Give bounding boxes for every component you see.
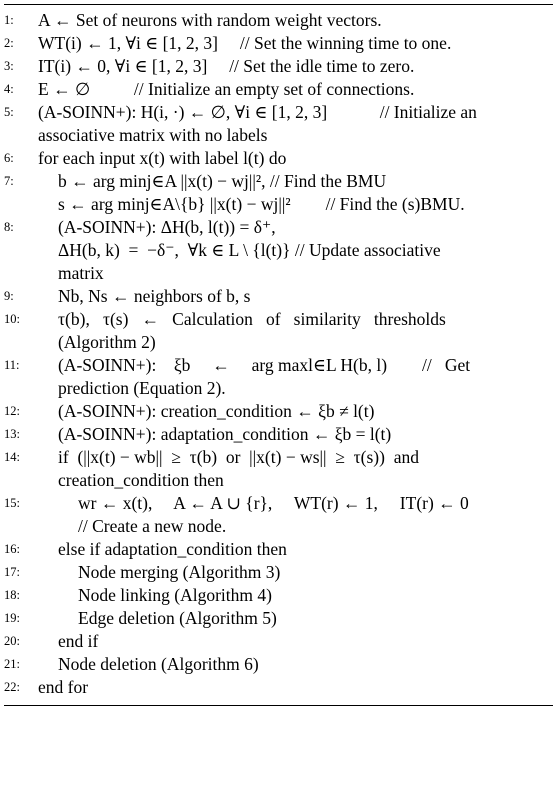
line-text: Nb, Ns ← neighbors of b, s xyxy=(58,286,251,306)
algo-line-8-cont xyxy=(4,239,553,262)
line-number: 12: xyxy=(4,404,20,418)
line-text: wr ← x(t), A ← A ∪ {r}, WT(r) ← 1, IT(r) ← 0 xyxy=(78,493,469,513)
line-number: 17: xyxy=(4,565,20,579)
algo-line-14-cont xyxy=(4,469,553,492)
line-text: associative matrix with no labels xyxy=(38,125,268,145)
algo-line-15-cont xyxy=(4,515,553,538)
algo-line-10-cont xyxy=(4,331,553,354)
algo-line-18 xyxy=(4,584,553,607)
algo-line-8-cont2 xyxy=(4,262,553,285)
line-text: end if xyxy=(58,631,99,651)
algo-line-22 xyxy=(4,676,553,699)
line-number: 7: xyxy=(4,174,14,188)
algo-line-17 xyxy=(4,561,553,584)
line-number: 13: xyxy=(4,427,20,441)
line-text: // Create a new node. xyxy=(78,516,227,536)
line-number: 4: xyxy=(4,82,14,96)
line-text: if (||x(t) − wb|| ≥ τ(b) or ||x(t) − ws|| ≥ τ(s)) and xyxy=(58,447,419,467)
algo-line-14 xyxy=(4,446,553,469)
line-text: for each input x(t) with label l(t) do xyxy=(38,148,287,168)
line-text: prediction (Equation 2). xyxy=(58,378,226,398)
line-text: (A-SOINN+): ΔH(b, l(t)) = δ⁺, xyxy=(58,217,276,237)
line-text: else if adaptation_condition then xyxy=(58,539,287,559)
line-number: 16: xyxy=(4,542,20,556)
line-number: 21: xyxy=(4,657,20,671)
algo-line-13 xyxy=(4,423,553,446)
line-number: 22: xyxy=(4,680,20,694)
line-text: Node merging (Algorithm 3) xyxy=(78,562,281,582)
algo-line-20 xyxy=(4,630,553,653)
line-number: 11: xyxy=(4,358,20,372)
line-number: 6: xyxy=(4,151,14,165)
line-text: WT(i) ← 1, ∀i ∈ [1, 2, 3] // Set the winning time to one. xyxy=(38,33,452,53)
line-text: E ← ∅ // Initialize an empty set of connections. xyxy=(38,79,415,99)
line-number: 15: xyxy=(4,496,20,510)
line-text: b ← arg minj∈A ||x(t) − wj||², // Find the BMU xyxy=(58,171,387,191)
algo-line-9 xyxy=(4,285,553,308)
line-text: (A-SOINN+): adaptation_condition ← ξb = l(t) xyxy=(58,424,392,444)
line-text: IT(i) ← 0, ∀i ∈ [1, 2, 3] // Set the idle time to zero. xyxy=(38,56,415,76)
line-number: 18: xyxy=(4,588,20,602)
line-number: 19: xyxy=(4,611,20,625)
algo-line-11 xyxy=(4,354,553,377)
line-number: 14: xyxy=(4,450,20,464)
algo-line-7 xyxy=(4,170,553,193)
line-text: (Algorithm 2) xyxy=(58,332,156,352)
algo-line-11-cont xyxy=(4,377,553,400)
line-text: Node linking (Algorithm 4) xyxy=(78,585,272,605)
line-number: 5: xyxy=(4,105,14,119)
line-text: Edge deletion (Algorithm 5) xyxy=(78,608,277,628)
line-number: 1: xyxy=(4,13,14,27)
algo-line-19 xyxy=(4,607,553,630)
algo-line-10 xyxy=(4,308,553,331)
algo-line-3 xyxy=(4,55,553,78)
algo-line-5-cont xyxy=(4,124,553,147)
line-text: end for xyxy=(38,677,89,697)
line-text: (A-SOINN+): H(i, ·) ← ∅, ∀i ∈ [1, 2, 3] // Initialize an xyxy=(38,102,477,122)
algo-line-5 xyxy=(4,101,553,124)
algo-line-16 xyxy=(4,538,553,561)
algo-line-1 xyxy=(4,9,553,32)
line-text: (A-SOINN+): creation_condition ← ξb ≠ l(t) xyxy=(58,401,375,421)
line-text: matrix xyxy=(58,263,104,283)
line-text: ΔH(b, k) = −δ⁻, ∀k ∈ L \ {l(t)} // Update associative xyxy=(58,240,441,260)
line-number: 9: xyxy=(4,289,14,303)
line-text: s ← arg minj∈A\{b} ||x(t) − wj||² // Find the (s)BMU. xyxy=(58,194,465,214)
algo-line-15 xyxy=(4,492,553,515)
line-number: 8: xyxy=(4,220,14,234)
algorithm-block xyxy=(4,4,553,706)
algo-line-12 xyxy=(4,400,553,423)
line-text: creation_condition then xyxy=(58,470,224,490)
line-text: (A-SOINN+): ξb ← arg maxl∈L H(b, l) // Get xyxy=(58,355,471,375)
line-text: τ(b), τ(s) ← Calculation of similarity thresholds xyxy=(58,309,446,329)
algo-line-8 xyxy=(4,216,553,239)
algo-line-4 xyxy=(4,78,553,101)
line-number: 10: xyxy=(4,312,20,326)
algo-line-7-cont xyxy=(4,193,553,216)
line-text: Node deletion (Algorithm 6) xyxy=(58,654,259,674)
line-number: 3: xyxy=(4,59,14,73)
algo-line-2 xyxy=(4,32,553,55)
algo-line-6 xyxy=(4,147,553,170)
line-number: 2: xyxy=(4,36,14,50)
line-number: 20: xyxy=(4,634,20,648)
algo-line-21 xyxy=(4,653,553,676)
line-text: A ← Set of neurons with random weight vectors. xyxy=(38,10,382,30)
